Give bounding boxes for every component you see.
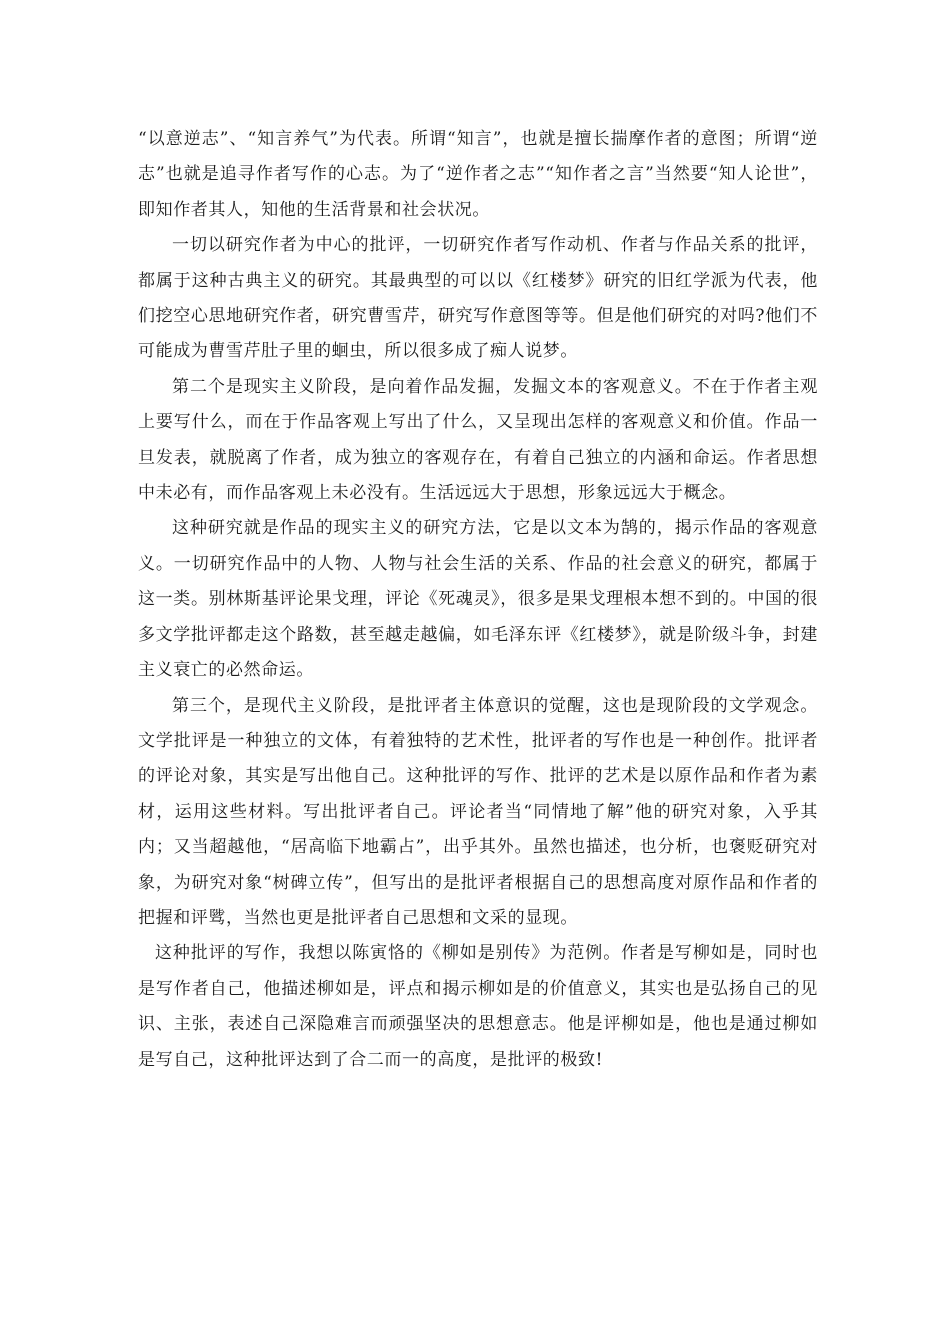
paragraph-1: “以意逆志”、“知言养气”为代表。所谓“知言”，也就是擅长揣摩作者的意图；所谓“逆志”也就是追寻作者写作的心志。为了“逆作者之志”“知作者之言”当然要“知人论世”，即知作者其人，知他的生活背景和社会状况。	[138, 129, 818, 220]
paragraph-2: 一切以研究作者为中心的批评，一切研究作者写作动机、作者与作品关系的批评，都属于这种古典主义的研究。其最典型的可以以《红楼梦》研究的旧红学派为代表，他们挖空心思地研究作者，研究曹雪芹，研究写作意图等等。但是他们研究的对吗?他们不可能成为曹雪芹肚子里的蛔虫，所以很多成了痴人说梦。	[138, 235, 818, 362]
paragraph-6: 这种批评的写作，我想以陈寅恪的《柳如是别传》为范例。作者是写柳如是，同时也是写作者自己，他描述柳如是，评点和揭示柳如是的价值意义，其实也是弘扬自己的见识、主张，表述自己深隐难言而顽强坚决的思想意志。他是评柳如是，他也是通过柳如是写自己，这种批评达到了合二而一的高度，是批评的极致!	[138, 943, 818, 1070]
document-body	[138, 122, 818, 1078]
paragraph-4: 这种研究就是作品的现实主义的研究方法，它是以文本为鹄的，揭示作品的客观意义。一切研究作品中的人物、人物与社会生活的关系、作品的社会意义的研究，都属于这一类。别林斯基评论果戈理，评论《死魂灵》，很多是果戈理根本想不到的。中国的很多文学批评都走这个路数，甚至越走越偏，如毛泽东评《红楼梦》，就是阶级斗争，封建主义衰亡的必然命运。	[138, 518, 818, 681]
paragraph-3: 第二个是现实主义阶段，是向着作品发掘，发掘文本的客观意义。不在于作者主观上要写什么，而在于作品客观上写出了什么，又呈现出怎样的客观意义和价值。作品一旦发表，就脱离了作者，成为独立的客观存在，有着自己独立的内涵和命运。作者思想中未必有，而作品客观上未必没有。生活远远大于思想，形象远远大于概念。	[138, 376, 818, 504]
paragraph-5: 第三个，是现代主义阶段，是批评者主体意识的觉醒，这也是现阶段的文学观念。文学批评是一种独立的文体，有着独特的艺术性，批评者的写作也是一种创作。批评者的评论对象，其实是写出他自己。这种批评的写作、批评的艺术是以原作品和作者为素材，运用这些材料。写出批评者自己。评论者当“同情地了解”他的研究对象，入乎其内；又当超越他，“居高临下地霸占”，出乎其外。虽然也描述，也分析，也褒贬研究对象，为研究对象“树碑立传”，但写出的是批评者根据自己的思想高度对原作品和作者的把握和评骘，当然也更是批评者自己思想和文采的显现。	[138, 695, 818, 928]
